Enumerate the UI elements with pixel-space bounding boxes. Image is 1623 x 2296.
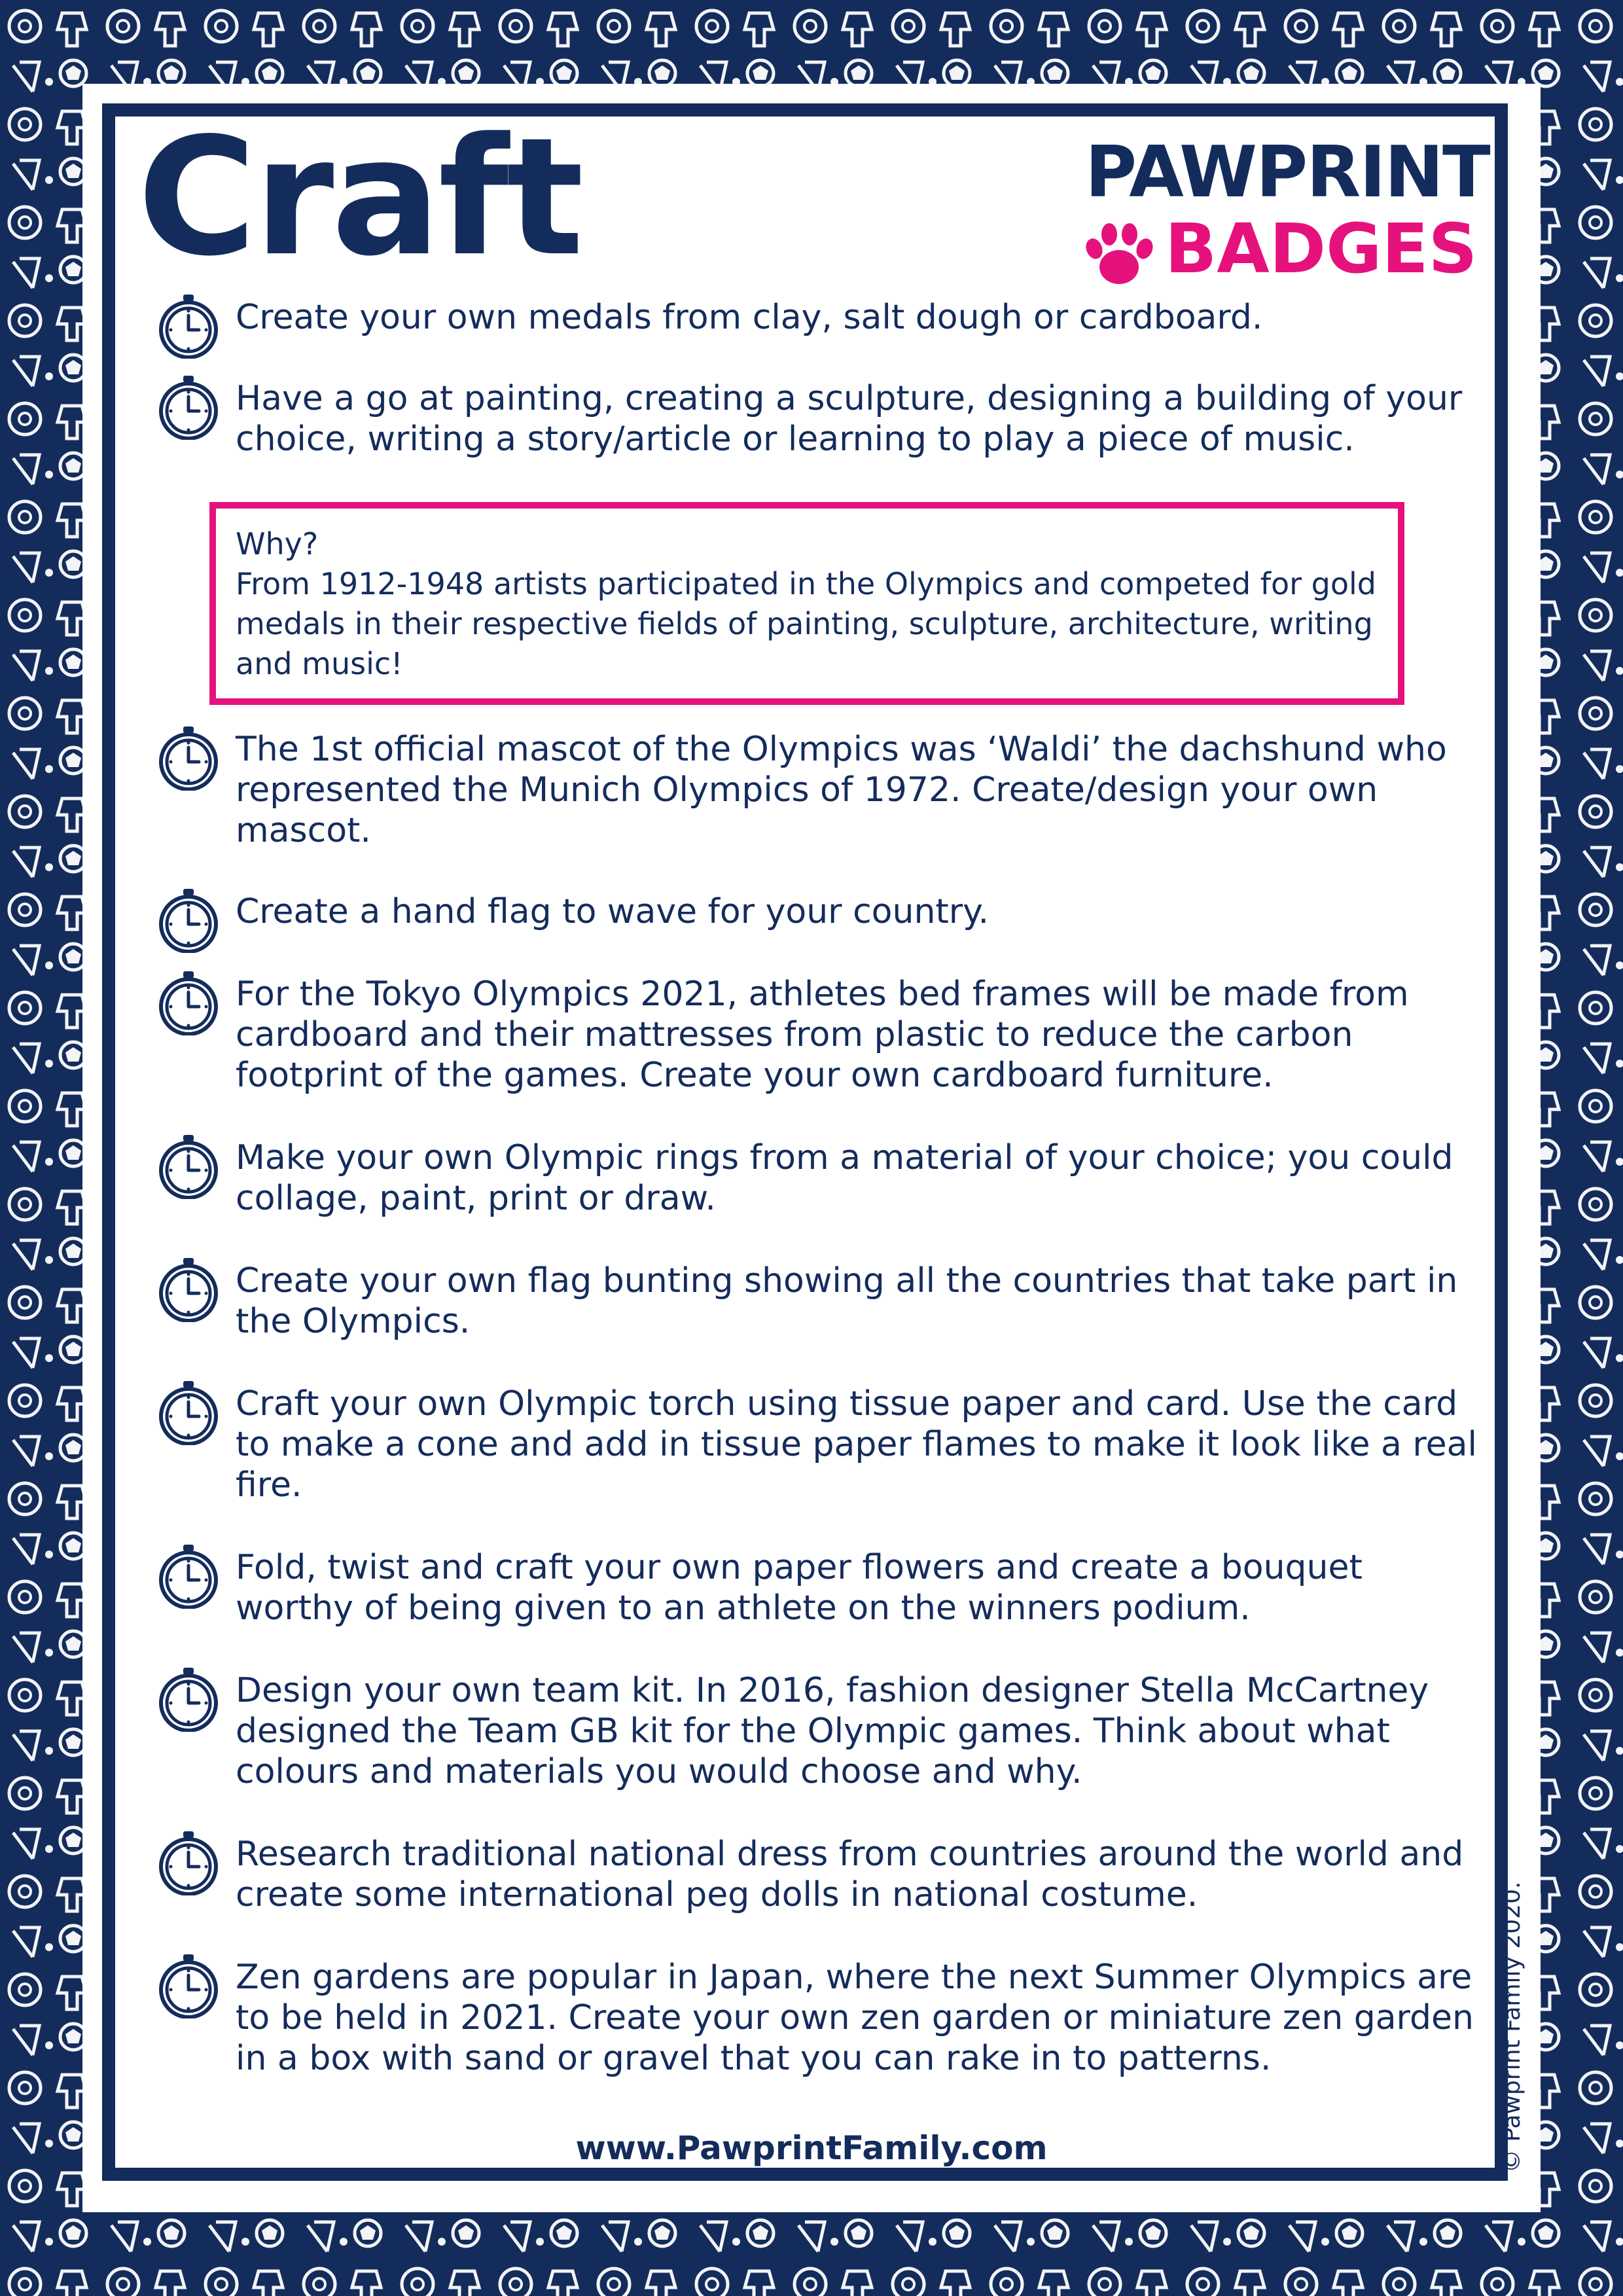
activity-text: Zen gardens are popular in Japan, where the next Summer Olympics are to be held in 2021. Create your own zen garden or miniature zen garden in a box with sand or gravel that you can rake in to patterns. [236, 1958, 1474, 2078]
stopwatch-icon [156, 970, 221, 1035]
why-text: From 1912-1948 artists participated in the Olympics and competed for gold medals in their respective fields of painting, sculpture, architecture, writing and music! [236, 566, 1376, 681]
copyright-notice: © Pawprint Family 2020. [1499, 1881, 1525, 2173]
stopwatch-icon [156, 1257, 221, 1322]
paw-icon [1080, 215, 1158, 293]
activity-text: Create your own medals from clay, salt dough or cardboard. [236, 298, 1263, 337]
activity-text: Make your own Olympic rings from a material of your choice; you could collage, paint, print or draw. [236, 1138, 1454, 1218]
stopwatch-icon [156, 293, 221, 359]
pawprint-badges-logo [1080, 132, 1489, 301]
activity-text: Fold, twist and craft your own paper flowers and create a bouquet worthy of being given to an athlete on the winners podium. [236, 1548, 1363, 1628]
page-title: Craft [137, 103, 582, 292]
stopwatch-icon [156, 1380, 221, 1445]
activity-text: Have a go at painting, creating a sculpture, designing a building of your choice, writing a story/article or learning to play a piece of music. [236, 379, 1463, 459]
activity-text: Design your own team kit. In 2016, fashion designer Stella McCartney designed the Team GB kit for the Olympic games. Think about what colours and materials you would choose and why. [236, 1671, 1429, 1791]
activity-text: For the Tokyo Olympics 2021, athletes bed frames will be made from cardboard and their mattresses from plastic to reduce the carbon footprint of the games. Create your own cardboard furniture. [236, 975, 1409, 1095]
stopwatch-icon [156, 1543, 221, 1609]
stopwatch-icon [156, 1953, 221, 2018]
activity-text: The 1st official mascot of the Olympics was ‘Waldi’ the dachshund who represented the Munich Olympics of 1972. Create/design your own mascot. [236, 730, 1447, 850]
stopwatch-icon [156, 1830, 221, 1895]
why-callout [209, 502, 1404, 705]
stopwatch-icon [156, 374, 221, 440]
stopwatch-icon [156, 1134, 221, 1199]
stopwatch-icon [156, 888, 221, 953]
stopwatch-icon [156, 1666, 221, 1732]
why-heading: Why? [236, 526, 319, 562]
activity-text: Craft your own Olympic torch using tissue paper and card. Use the card to make a cone and add in tissue paper flames to make it look like a real fire. [236, 1384, 1477, 1505]
logo-line-2: BADGES [1165, 209, 1478, 289]
activity-text: Create your own flag bunting showing all the countries that take part in the Olympics. [236, 1261, 1458, 1341]
logo-line-1: PAWPRINT [1085, 132, 1489, 213]
activity-text: Create a hand flag to wave for your country. [236, 892, 990, 931]
stopwatch-icon [156, 725, 221, 791]
activity-text: Research traditional national dress from countries around the world and create some international peg dolls in national costume. [236, 1835, 1464, 1914]
website-link[interactable]: www.PawprintFamily.com [575, 2129, 1048, 2167]
